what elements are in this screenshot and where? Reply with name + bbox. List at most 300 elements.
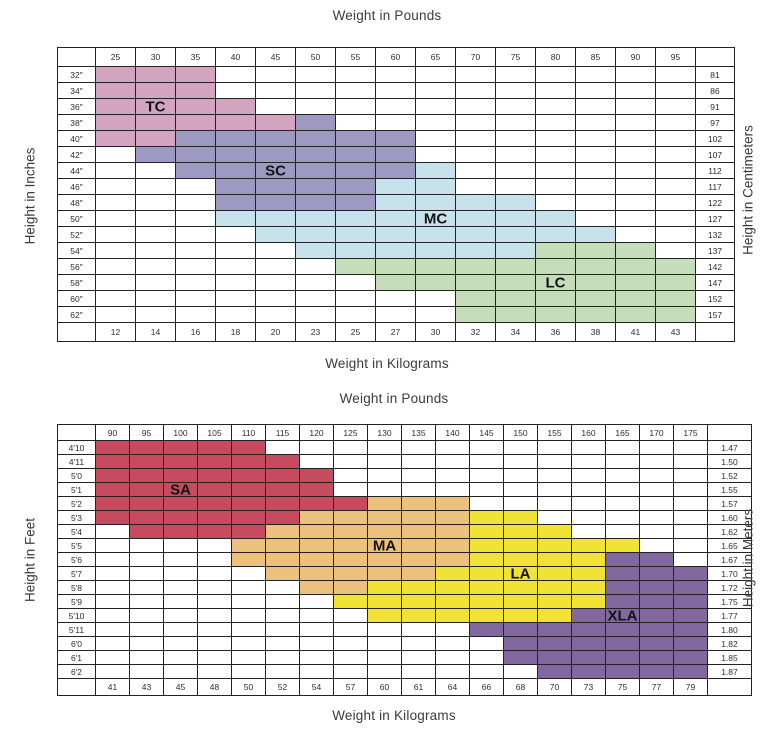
grid-cell-empty [198, 665, 232, 679]
grid-cell-ma [232, 553, 266, 567]
grid-cell-sc [376, 147, 416, 163]
grid-cell-empty [136, 259, 176, 275]
grid-row [58, 291, 735, 307]
grid-cell-empty [640, 441, 674, 455]
height-tick-right: 127 [696, 211, 735, 227]
grid-row [58, 275, 735, 291]
grid-cell-xla [504, 651, 538, 665]
grid-cell-empty [402, 469, 436, 483]
grid-cell-la [572, 581, 606, 595]
grid-cell-empty [164, 595, 198, 609]
grid-cell-mc [456, 211, 496, 227]
grid-cell-empty [572, 455, 606, 469]
grid-cell-sc [216, 163, 256, 179]
grid-cell-empty [576, 67, 616, 83]
grid-cell-empty [656, 67, 696, 83]
grid-cell-sa [266, 469, 300, 483]
grid-cell-empty [536, 115, 576, 131]
height-tick-left: 56" [58, 259, 96, 275]
height-tick-right: 1.80 [708, 623, 752, 637]
grid-cell-mc [256, 211, 296, 227]
grid-cell-empty [616, 67, 656, 83]
grid-cell-empty [576, 147, 616, 163]
grid-cell-empty [656, 115, 696, 131]
grid-cell-mc [536, 211, 576, 227]
pound-tick: 65 [416, 48, 456, 67]
grid-cell-empty [176, 211, 216, 227]
grid-cell-empty [656, 163, 696, 179]
grid-cell-xla [606, 609, 640, 623]
height-tick-right: 1.87 [708, 665, 752, 679]
grid-cell-empty [376, 67, 416, 83]
grid-cell-empty [232, 581, 266, 595]
grid-cell-empty [606, 441, 640, 455]
grid-cell-xla [674, 595, 708, 609]
grid-cell-la [538, 567, 572, 581]
grid-cell-empty [674, 525, 708, 539]
grid-row [58, 497, 752, 511]
grid-cell-empty [176, 227, 216, 243]
grid-cell-ma [334, 539, 368, 553]
grid-cell-lc [656, 291, 696, 307]
kilogram-tick: 36 [536, 323, 576, 342]
grid-cell-xla [640, 567, 674, 581]
grid-cell-la [470, 511, 504, 525]
height-tick-left: 5'8 [58, 581, 96, 595]
grid-cell-empty [456, 83, 496, 99]
grid-cell-ma [368, 553, 402, 567]
grid-cell-empty [436, 483, 470, 497]
grid-cell-xla [674, 665, 708, 679]
grid-cell-la [538, 539, 572, 553]
grid-cell-ma [266, 567, 300, 581]
grid-cell-sc [376, 163, 416, 179]
grid-cell-empty [164, 665, 198, 679]
grid-cell-lc [456, 307, 496, 323]
grid-cell-empty [198, 581, 232, 595]
grid-cell-empty [656, 211, 696, 227]
grid-cell-ma [436, 553, 470, 567]
pound-tick: 40 [216, 48, 256, 67]
grid-cell-empty [416, 147, 456, 163]
grid-cell-empty [164, 637, 198, 651]
grid-cell-empty [496, 99, 536, 115]
grid-row [58, 609, 752, 623]
pound-tick: 160 [572, 425, 606, 441]
grid-cell-empty [572, 441, 606, 455]
grid-cell-empty [216, 275, 256, 291]
grid-cell-empty [198, 609, 232, 623]
grid-cell-la [368, 609, 402, 623]
pound-tick: 165 [606, 425, 640, 441]
height-tick-left: 4'10 [58, 441, 96, 455]
grid-cell-xla [674, 567, 708, 581]
grid-cell-empty [296, 291, 336, 307]
grid-cell-empty [538, 511, 572, 525]
grid-cell-sc [296, 179, 336, 195]
grid-cell-empty [300, 595, 334, 609]
grid-cell-lc [376, 275, 416, 291]
kilogram-tick: 64 [436, 679, 470, 696]
grid-cell-empty [136, 227, 176, 243]
grid-cell-sa [96, 497, 130, 511]
grid-cell-sc [336, 195, 376, 211]
grid-cell-sa [164, 483, 198, 497]
grid-cell-empty [616, 195, 656, 211]
grid-cell-empty [504, 665, 538, 679]
adult-chart-kilograms-title: Weight in Kilograms [332, 708, 456, 723]
grid-cell-empty [136, 291, 176, 307]
grid-cell-empty [164, 539, 198, 553]
grid-cell-empty [640, 525, 674, 539]
grid-cell-mc [256, 227, 296, 243]
grid-row [58, 483, 752, 497]
grid-cell-la [504, 581, 538, 595]
grid-cell-empty [334, 651, 368, 665]
grid-cell-empty [96, 525, 130, 539]
grid-cell-empty [96, 637, 130, 651]
grid-cell-tc [136, 99, 176, 115]
grid-cell-xla [606, 651, 640, 665]
grid-cell-empty [130, 623, 164, 637]
grid-cell-xla [606, 581, 640, 595]
grid-cell-empty [456, 147, 496, 163]
grid-cell-sc [376, 131, 416, 147]
height-tick-right: 107 [696, 147, 735, 163]
grid-cell-la [572, 553, 606, 567]
grid-cell-xla [504, 637, 538, 651]
grid-cell-empty [266, 665, 300, 679]
grid-row [58, 469, 752, 483]
grid-cell-sc [216, 147, 256, 163]
grid-cell-sc [176, 163, 216, 179]
height-tick-right: 137 [696, 243, 735, 259]
grid-cell-empty [456, 131, 496, 147]
grid-cell-empty [96, 163, 136, 179]
grid-cell-empty [164, 567, 198, 581]
grid-row [58, 525, 752, 539]
grid-cell-empty [436, 469, 470, 483]
grid-cell-empty [536, 179, 576, 195]
pound-ticks-row [58, 425, 752, 441]
height-tick-right: 1.47 [708, 441, 752, 455]
grid-cell-lc [616, 259, 656, 275]
grid-cell-empty [456, 163, 496, 179]
grid-cell-empty [674, 441, 708, 455]
grid-cell-tc [96, 99, 136, 115]
height-tick-left: 42" [58, 147, 96, 163]
kilogram-tick: 41 [96, 679, 130, 696]
grid-cell-empty [674, 455, 708, 469]
grid-cell-empty [616, 83, 656, 99]
grid-cell-empty [96, 609, 130, 623]
grid-cell-empty [256, 243, 296, 259]
grid-cell-mc [496, 243, 536, 259]
grid-cell-la [538, 553, 572, 567]
grid-cell-mc [376, 227, 416, 243]
grid-cell-empty [96, 623, 130, 637]
grid-cell-sa [232, 525, 266, 539]
grid-cell-sc [256, 147, 296, 163]
height-tick-right: 122 [696, 195, 735, 211]
height-tick-left: 44" [58, 163, 96, 179]
grid-row [58, 665, 752, 679]
grid-cell-empty [496, 163, 536, 179]
grid-cell-xla [538, 651, 572, 665]
zone-label-la: LA [510, 565, 531, 582]
grid-cell-empty [232, 609, 266, 623]
grid-cell-empty [496, 147, 536, 163]
grid-cell-sa [130, 483, 164, 497]
grid-cell-empty [176, 291, 216, 307]
grid-cell-xla [538, 637, 572, 651]
kilogram-tick: 34 [496, 323, 536, 342]
grid-cell-ma [334, 511, 368, 525]
grid-cell-sa [232, 497, 266, 511]
height-tick-left: 46" [58, 179, 96, 195]
grid-cell-empty [402, 623, 436, 637]
grid-cell-sc [256, 163, 296, 179]
grid-cell-xla [674, 637, 708, 651]
grid-cell-empty [470, 469, 504, 483]
grid-cell-empty [96, 595, 130, 609]
grid-cell-empty [416, 67, 456, 83]
zone-label-xla: XLA [607, 607, 638, 624]
height-tick-right: 1.57 [708, 497, 752, 511]
grid-row [58, 259, 735, 275]
grid-cell-mc [296, 211, 336, 227]
grid-cell-xla [674, 581, 708, 595]
grid-cell-empty [640, 483, 674, 497]
grid-cell-la [470, 609, 504, 623]
grid-cell-sa [130, 525, 164, 539]
grid-row [58, 131, 735, 147]
height-tick-right: 1.60 [708, 511, 752, 525]
grid-cell-lc [416, 259, 456, 275]
grid-cell-mc [376, 195, 416, 211]
grid-cell-sa [96, 469, 130, 483]
grid-cell-empty [164, 553, 198, 567]
height-tick-left: 5'6 [58, 553, 96, 567]
grid-cell-empty [470, 497, 504, 511]
grid-cell-xla [674, 609, 708, 623]
pound-tick: 35 [176, 48, 216, 67]
grid-cell-la [504, 609, 538, 623]
grid-cell-empty [674, 539, 708, 553]
grid-cell-mc [416, 179, 456, 195]
grid-row [58, 83, 735, 99]
grid-cell-empty [256, 291, 296, 307]
grid-cell-ma [266, 553, 300, 567]
grid-cell-mc [536, 227, 576, 243]
grid-cell-empty [456, 115, 496, 131]
grid-cell-lc [576, 307, 616, 323]
pound-tick: 25 [96, 48, 136, 67]
height-tick-left: 5'1 [58, 483, 96, 497]
grid-cell-sa [130, 497, 164, 511]
grid-cell-lc [456, 275, 496, 291]
grid-row [58, 67, 735, 83]
grid-cell-mc [496, 227, 536, 243]
grid-cell-tc [176, 83, 216, 99]
grid-cell-la [470, 595, 504, 609]
height-tick-left: 54" [58, 243, 96, 259]
grid-cell-sc [296, 147, 336, 163]
height-tick-left: 62" [58, 307, 96, 323]
grid-cell-la [436, 609, 470, 623]
grid-cell-empty [198, 539, 232, 553]
pound-tick: 135 [402, 425, 436, 441]
height-tick-left: 5'4 [58, 525, 96, 539]
kilogram-tick: 70 [538, 679, 572, 696]
grid-cell-ma [300, 511, 334, 525]
grid-cell-empty [96, 243, 136, 259]
grid-cell-sa [164, 441, 198, 455]
grid-cell-tc [176, 99, 216, 115]
grid-cell-empty [300, 609, 334, 623]
pound-tick: 105 [198, 425, 232, 441]
grid-cell-empty [538, 469, 572, 483]
grid-cell-empty [576, 115, 616, 131]
grid-cell-empty [96, 665, 130, 679]
grid-cell-sa [266, 455, 300, 469]
grid-cell-empty [538, 441, 572, 455]
child-size-grid [57, 47, 735, 342]
grid-cell-empty [266, 581, 300, 595]
grid-cell-empty [136, 195, 176, 211]
grid-cell-empty [198, 553, 232, 567]
grid-cell-la [334, 595, 368, 609]
height-tick-left: 32" [58, 67, 96, 83]
grid-row [58, 115, 735, 131]
kilogram-tick: 27 [376, 323, 416, 342]
grid-cell-empty [576, 83, 616, 99]
grid-cell-mc [576, 227, 616, 243]
pound-tick: 50 [296, 48, 336, 67]
height-tick-left: 50" [58, 211, 96, 227]
grid-cell-sa [300, 469, 334, 483]
grid-cell-empty [296, 99, 336, 115]
grid-cell-la [368, 581, 402, 595]
grid-cell-sc [336, 147, 376, 163]
grid-cell-empty [368, 455, 402, 469]
grid-cell-ma [300, 539, 334, 553]
grid-cell-empty [232, 567, 266, 581]
child-chart-pounds-title: Weight in Pounds [332, 8, 442, 23]
grid-cell-ma [402, 567, 436, 581]
pound-tick: 90 [616, 48, 656, 67]
grid-cell-xla [640, 665, 674, 679]
grid-cell-empty [504, 455, 538, 469]
grid-cell-empty [538, 497, 572, 511]
grid-cell-empty [576, 211, 616, 227]
grid-cell-empty [232, 665, 266, 679]
grid-cell-sa [198, 511, 232, 525]
grid-cell-empty [256, 275, 296, 291]
grid-cell-empty [572, 469, 606, 483]
pound-tick: 120 [300, 425, 334, 441]
grid-cell-sa [164, 469, 198, 483]
grid-row [58, 511, 752, 525]
grid-cell-empty [416, 115, 456, 131]
grid-cell-tc [256, 115, 296, 131]
grid-cell-empty [334, 483, 368, 497]
grid-cell-sa [232, 469, 266, 483]
grid-cell-empty [334, 455, 368, 469]
grid-cell-empty [176, 243, 216, 259]
grid-cell-sc [136, 147, 176, 163]
grid-cell-ma [368, 497, 402, 511]
kilogram-tick: 38 [576, 323, 616, 342]
grid-cell-empty [640, 497, 674, 511]
grid-cell-empty [96, 307, 136, 323]
grid-row [58, 163, 735, 179]
pound-tick: 30 [136, 48, 176, 67]
height-tick-right: 152 [696, 291, 735, 307]
grid-cell-empty [176, 195, 216, 211]
grid-cell-empty [470, 651, 504, 665]
grid-cell-xla [572, 609, 606, 623]
grid-cell-empty [216, 243, 256, 259]
grid-cell-empty [334, 441, 368, 455]
grid-cell-tc [96, 131, 136, 147]
grid-cell-mc [416, 227, 456, 243]
grid-cell-empty [656, 99, 696, 115]
grid-cell-lc [576, 275, 616, 291]
grid-cell-empty [368, 637, 402, 651]
kilogram-ticks-row [58, 679, 752, 696]
grid-cell-xla [640, 581, 674, 595]
height-tick-right: 81 [696, 67, 735, 83]
grid-cell-empty [376, 115, 416, 131]
grid-cell-empty [96, 147, 136, 163]
grid-cell-empty [616, 131, 656, 147]
grid-cell-ma [232, 539, 266, 553]
grid-cell-empty [136, 307, 176, 323]
height-tick-right: 1.65 [708, 539, 752, 553]
grid-cell-xla [640, 553, 674, 567]
grid-cell-xla [640, 595, 674, 609]
grid-cell-empty [256, 83, 296, 99]
grid-cell-ma [402, 497, 436, 511]
corner-cell [58, 48, 96, 67]
grid-row [58, 211, 735, 227]
grid-cell-sc [256, 179, 296, 195]
grid-cell-empty [674, 511, 708, 525]
grid-cell-empty [368, 469, 402, 483]
grid-cell-sa [232, 511, 266, 525]
grid-cell-empty [198, 567, 232, 581]
grid-cell-mc [416, 195, 456, 211]
grid-cell-empty [640, 511, 674, 525]
grid-cell-empty [232, 637, 266, 651]
grid-cell-empty [198, 623, 232, 637]
height-tick-left: 6'0 [58, 637, 96, 651]
grid-cell-empty [96, 553, 130, 567]
grid-cell-xla [538, 665, 572, 679]
grid-cell-lc [536, 275, 576, 291]
height-tick-left: 48" [58, 195, 96, 211]
kilogram-tick: 12 [96, 323, 136, 342]
grid-cell-tc [176, 115, 216, 131]
grid-cell-empty [368, 651, 402, 665]
grid-cell-empty [334, 609, 368, 623]
height-tick-left: 34" [58, 83, 96, 99]
grid-cell-empty [334, 469, 368, 483]
grid-cell-empty [368, 441, 402, 455]
grid-cell-la [606, 539, 640, 553]
kilogram-tick: 75 [606, 679, 640, 696]
